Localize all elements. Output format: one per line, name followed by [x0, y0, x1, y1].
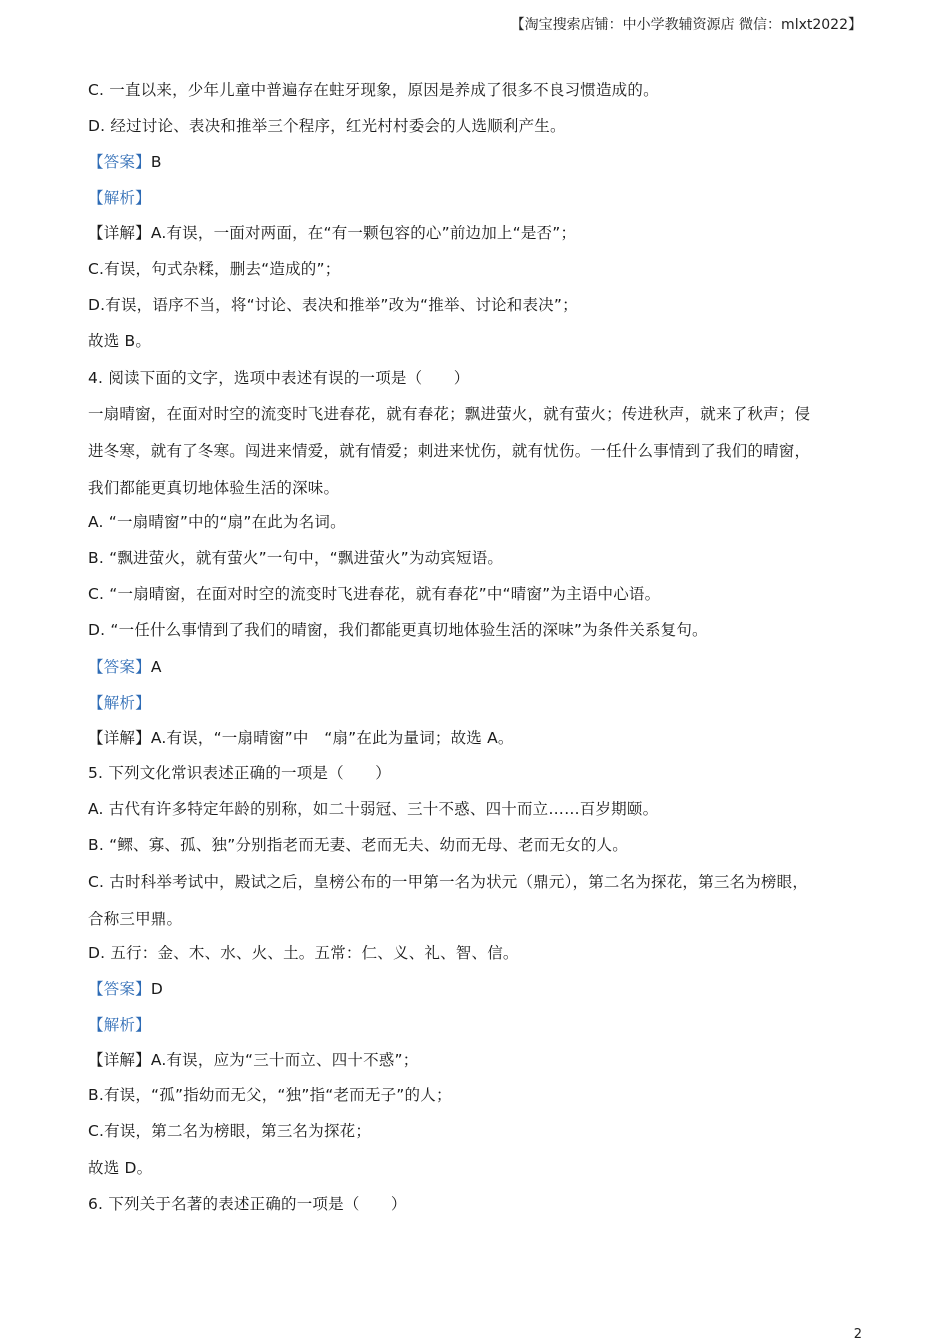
q5-analysis-label: 【解析】: [88, 1016, 151, 1034]
q3-detail-1: 【详解】A.有误，一面对两面，在“有一颗包容的心”前边加上“是否”；: [88, 224, 577, 242]
detail-label: 【详解】: [88, 729, 151, 747]
answer-value: A: [150, 658, 162, 676]
page-number: 2: [853, 1327, 862, 1342]
q5-conclusion: 故选 D。: [88, 1159, 153, 1177]
q5-stem: 5. 下列文化常识表述正确的一项是（ ）: [88, 764, 391, 782]
q4-detail-1: 【详解】A.有误，“一扇晴窗”中 “扇”在此为量词；故选 A。: [88, 729, 514, 747]
answer-label: 【答案】: [88, 153, 151, 171]
q4-passage-line-3: 我们都能更真切地体验生活的深味。: [88, 479, 340, 497]
q4-passage-line-2: 进冬寒，就有了冬寒。闯进来情爱，就有情爱；刺进来忧伤，就有忧伤。一任什么事情到了我们的晴窗，: [88, 442, 811, 460]
q4-option-a: A. “一扇晴窗”中的“扇”在此为名词。: [88, 513, 346, 531]
q5-option-d: D. 五行：金、木、水、火、土。五常：仁、义、礼、智、信。: [88, 944, 519, 962]
q5-option-c-line-2: 合称三甲鼎。: [88, 910, 183, 928]
q3-detail-2: C.有误，句式杂糅，删去“造成的”；: [88, 260, 341, 278]
q5-detail-3: C.有误，第二名为榜眼，第三名为探花；: [88, 1122, 372, 1140]
q5-detail-2: B.有误，“孤”指幼而无父，“独”指“老而无子”的人；: [88, 1086, 452, 1104]
detail-label: 【详解】: [88, 224, 151, 242]
q4-answer: [88, 656, 162, 678]
q3-analysis-label: 【解析】: [88, 189, 151, 207]
q5-detail-1: 【详解】A.有误，应为“三十而立、四十不惑”；: [88, 1051, 419, 1069]
q5-option-b: B. “鳏、寡、孤、独”分别指老而无妻、老而无夫、幼而无母、老而无女的人。: [88, 836, 628, 854]
q4-passage-line-1: 一扇晴窗，在面对时空的流变时飞进春花，就有春花；飘进萤火，就有萤火；传进秋声，就来了秋声；侵: [88, 405, 811, 423]
answer-value: D: [150, 980, 163, 998]
detail-label: 【详解】: [88, 1051, 151, 1069]
answer-value: B: [150, 153, 162, 171]
q3-detail-3: D.有误，语序不当，将“讨论、表决和推举”改为“推举、讨论和表决”；: [88, 296, 578, 314]
q3-option-c: C. 一直以来，少年儿童中普遍存在蛀牙现象，原因是养成了很多不良习惯造成的。: [88, 81, 659, 99]
answer-label: 【答案】: [88, 658, 151, 676]
q5-answer: [88, 978, 163, 1000]
q3-answer: [88, 151, 162, 173]
q4-analysis-label: 【解析】: [88, 694, 151, 712]
q4-option-c: C. “一扇晴窗，在面对时空的流变时飞进春花，就有春花”中“晴窗”为主语中心语。: [88, 585, 661, 603]
page-header: 【淘宝搜索店铺：中小学教辅资源店 微信：mlxt2022】: [510, 17, 862, 33]
q4-stem: 4. 阅读下面的文字，选项中表述有误的一项是（ ）: [88, 369, 470, 387]
q4-option-d: D. “一任什么事情到了我们的晴窗，我们都能更真切地体验生活的深味”为条件关系复句。: [88, 621, 708, 639]
q3-option-d: D. 经过讨论、表决和推举三个程序，红光村村委会的人选顺利产生。: [88, 117, 566, 135]
q5-option-a: A. 古代有许多特定年龄的别称，如二十弱冠、三十不惑、四十而立……百岁期颐。: [88, 800, 659, 818]
q3-conclusion: 故选 B。: [88, 332, 152, 350]
q6-stem: 6. 下列关于名著的表述正确的一项是（ ）: [88, 1195, 407, 1213]
q5-option-c-line-1: C. 古时科举考试中，殿试之后，皇榜公布的一甲第一名为状元（鼎元），第二名为探花，第三名为榜眼，: [88, 873, 809, 891]
q4-option-b: B. “飘进萤火，就有萤火”一句中，“飘进萤火”为动宾短语。: [88, 549, 504, 567]
answer-label: 【答案】: [88, 980, 151, 998]
